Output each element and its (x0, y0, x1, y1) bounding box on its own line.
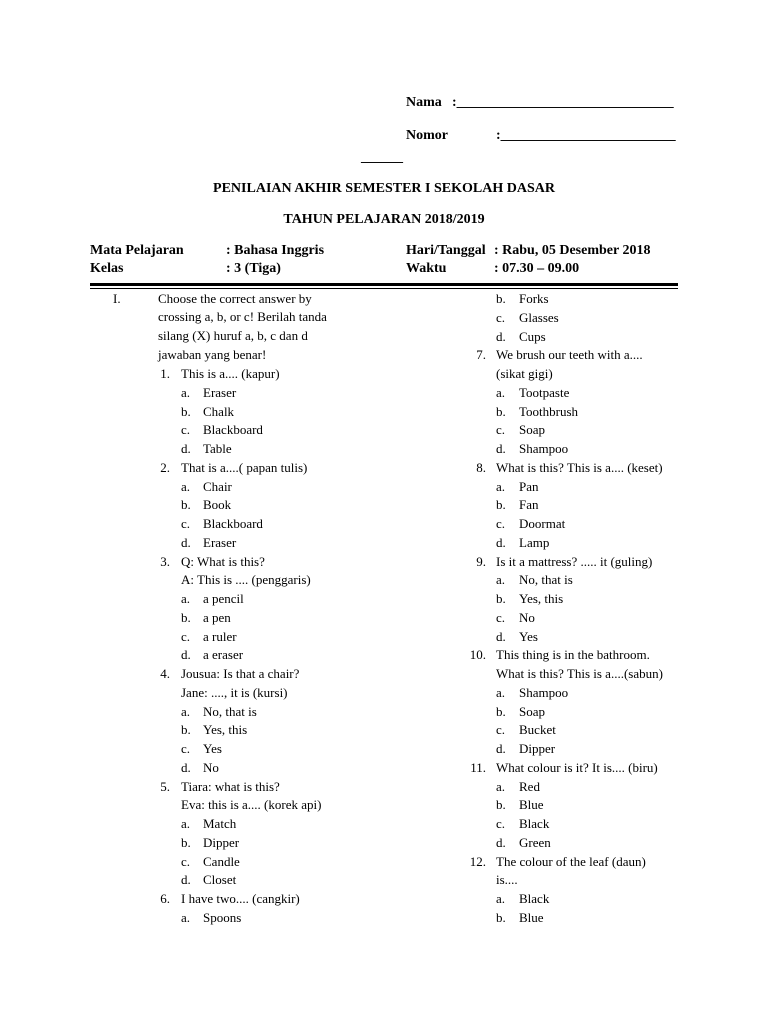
option-text: Soap (519, 703, 545, 719)
option-text: No, that is (519, 572, 573, 588)
option-letter: b. (181, 403, 191, 419)
question-text: Jane: ...., it is (kursi) (181, 684, 288, 700)
question-text: This thing is in the bathroom. (496, 647, 650, 663)
option-letter: d. (181, 534, 191, 550)
question-text: We brush our teeth with a.... (496, 347, 643, 363)
question-text: Eva: this is a.... (korek api) (181, 797, 322, 813)
option-letter: c. (181, 741, 191, 756)
option-letter: b. (496, 909, 506, 925)
option-text: a eraser (203, 647, 244, 663)
question-text: This is a.... (kapur) (181, 366, 280, 381)
option-letter: a. (496, 684, 506, 700)
option-letter: a. (181, 591, 191, 606)
option-text: Blue (519, 909, 544, 925)
option-letter: d. (496, 328, 506, 344)
option-letter: a. (181, 703, 191, 719)
option-text: Bucket (519, 722, 556, 738)
question-number: 10. (469, 647, 486, 663)
option-text: Yes, this (203, 722, 248, 738)
option-text: Red (519, 778, 540, 794)
option-letter: a. (181, 909, 191, 925)
option-letter: b. (181, 834, 191, 850)
question-text: Is it a mattress? ..... it (guling) (496, 553, 653, 569)
question-text: (sikat gigi) (496, 366, 553, 381)
option-text: Dipper (519, 741, 556, 756)
option-letter: b. (496, 291, 506, 306)
option-text: No (519, 609, 535, 625)
waktu-label: Waktu (406, 261, 447, 276)
option-text: Closet (203, 872, 237, 888)
option-text: Soap (519, 422, 545, 438)
option-letter: b. (181, 497, 191, 513)
option-text: Blackboard (203, 422, 263, 438)
option-text: Chalk (203, 403, 235, 419)
option-text: Candle (203, 853, 240, 869)
nama-blank: :_______________________________ (452, 95, 674, 110)
option-text: Pan (519, 478, 539, 494)
question-number: 3. (160, 553, 170, 569)
option-text: Spoons (203, 909, 242, 925)
option-text: Shampoo (519, 441, 569, 456)
question-number: 12. (469, 853, 486, 869)
instruction-line: jawaban yang benar! (158, 347, 267, 362)
option-text: Dipper (203, 834, 240, 850)
title-year: TAHUN PELAJARAN 2018/2019 (283, 212, 485, 227)
option-text: No (203, 759, 219, 775)
option-letter: d. (496, 441, 506, 456)
option-text: a pen (203, 609, 231, 625)
option-text: Table (203, 441, 232, 456)
option-letter: c. (496, 609, 506, 625)
option-letter: a. (496, 384, 506, 400)
option-text: Eraser (203, 384, 237, 400)
mapel-value: : Bahasa Inggris (226, 243, 325, 258)
option-letter: d. (181, 647, 191, 663)
option-letter: b. (496, 497, 506, 513)
question-text: Jousua: Is that a chair? (181, 666, 300, 681)
question-number: 9. (476, 553, 486, 569)
option-letter: d. (496, 628, 506, 644)
option-text: Forks (519, 291, 549, 306)
option-text: Yes (519, 628, 538, 644)
mapel-label: Mata Pelajaran (90, 243, 184, 258)
kelas-value: : 3 (Tiga) (226, 261, 281, 276)
option-text: Book (203, 497, 232, 513)
option-letter: a. (496, 478, 506, 494)
question-text: What is this? This is a....(sabun) (496, 666, 663, 681)
option-text: Eraser (203, 534, 237, 550)
option-text: Blue (519, 797, 544, 813)
option-text: Fan (519, 497, 539, 513)
option-text: Chair (203, 478, 232, 494)
option-letter: b. (496, 797, 506, 813)
instruction-line: Choose the correct answer by (158, 291, 312, 306)
hari-value: : Rabu, 05 Desember 2018 (494, 243, 651, 258)
waktu-value: : 07.30 – 09.00 (494, 261, 580, 276)
option-letter: a. (181, 384, 191, 400)
option-letter: d. (496, 834, 506, 850)
option-letter: d. (496, 534, 506, 550)
option-letter: c. (496, 516, 506, 531)
question-text: is.... (496, 872, 518, 888)
question-number: 2. (160, 459, 170, 475)
option-text: Glasses (519, 309, 559, 325)
option-text: Cups (519, 328, 546, 344)
option-letter: d. (181, 872, 191, 888)
question-number: 6. (160, 891, 170, 906)
question-text: A: This is .... (penggaris) (181, 572, 311, 588)
option-text: Tootpaste (519, 384, 570, 400)
nomor-label: Nomor (406, 128, 448, 143)
option-text: Match (203, 816, 237, 831)
option-text: Yes (203, 741, 222, 756)
option-letter: a. (496, 891, 506, 906)
question-number: 7. (476, 347, 486, 363)
question-number: 4. (160, 666, 170, 681)
option-letter: a. (181, 478, 191, 494)
question-text: What is this? This is a.... (keset) (496, 459, 663, 475)
question-text: The colour of the leaf (daun) (496, 853, 646, 869)
question-text: Tiara: what is this? (181, 778, 280, 794)
question-number: 1. (160, 366, 170, 381)
question-text: I have two.... (cangkir) (181, 891, 300, 906)
option-letter: d. (181, 759, 191, 775)
option-text: Lamp (519, 534, 550, 550)
question-number: 5. (160, 778, 170, 794)
option-letter: b. (496, 403, 506, 419)
option-text: Shampoo (519, 684, 569, 700)
option-text: a pencil (203, 591, 244, 606)
option-letter: c. (496, 309, 506, 325)
option-text: Black (519, 816, 550, 831)
question-text: What colour is it? It is.... (biru) (496, 759, 658, 775)
question-text: Q: What is this? (181, 553, 265, 569)
instruction-line: silang (X) huruf a, b, c dan d (158, 328, 308, 343)
question-number: 11. (470, 759, 486, 775)
question-text: That is a....( papan tulis) (181, 459, 308, 475)
option-letter: c. (181, 422, 191, 438)
option-text: Toothbrush (519, 403, 579, 419)
question-number: 8. (476, 459, 486, 475)
option-letter: c. (181, 853, 191, 869)
option-text: Doormat (519, 516, 566, 531)
option-letter: a. (496, 778, 506, 794)
option-text: a ruler (203, 628, 237, 644)
option-letter: c. (496, 722, 506, 738)
hari-label: Hari/Tanggal (406, 243, 486, 258)
option-letter: a. (181, 816, 191, 831)
option-letter: c. (181, 628, 191, 644)
option-letter: a. (496, 572, 506, 588)
instruction-line: crossing a, b, or c! Berilah tanda (158, 309, 327, 324)
option-letter: c. (496, 816, 506, 831)
option-text: Black (519, 891, 550, 906)
nama-label: Nama (406, 95, 442, 110)
header-rule-thick (90, 283, 678, 286)
option-text: Blackboard (203, 516, 263, 531)
option-text: No, that is (203, 703, 257, 719)
option-letter: b. (496, 703, 506, 719)
option-letter: c. (496, 422, 506, 438)
title-exam: PENILAIAN AKHIR SEMESTER I SEKOLAH DASAR (213, 181, 555, 196)
option-text: Green (519, 834, 551, 850)
option-letter: b. (181, 609, 191, 625)
extra-blank: ______ (361, 150, 403, 165)
option-letter: d. (496, 741, 506, 756)
option-letter: d. (181, 441, 191, 456)
option-letter: b. (181, 722, 191, 738)
header-rule-thin (90, 288, 678, 289)
option-letter: b. (496, 591, 506, 606)
nomor-blank: :_________________________ (496, 128, 676, 143)
option-letter: c. (181, 516, 191, 531)
kelas-label: Kelas (90, 261, 124, 276)
option-text: Yes, this (519, 591, 564, 606)
section-number: I. (113, 291, 121, 306)
